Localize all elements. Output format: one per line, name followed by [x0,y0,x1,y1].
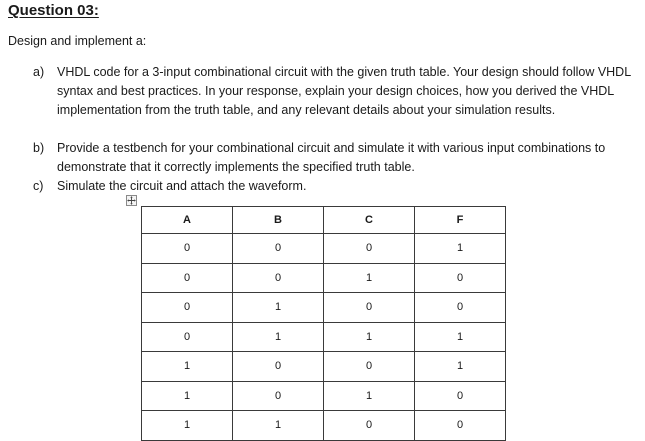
table-row [142,234,506,264]
table-cell: 1 [415,352,506,382]
table-cell: 1 [324,322,415,352]
table-cell: 0 [415,263,506,293]
table-row [142,352,506,382]
table-cell: 0 [415,381,506,411]
table-row [142,293,506,323]
table-cell: 0 [324,293,415,323]
table-cell: 1 [142,381,233,411]
list-marker: b) [33,141,45,155]
list-item-text: VHDL code for a 3-input combinational circuit with the given truth table. Your design should follow VHDL syntax and best practices. In your response, explain your design choices, how you derived the VHDL implementation from the truth table, and any relevant details about your simulation results. [57,65,631,117]
intro-text: Design and implement a: [8,34,147,48]
table-row [142,322,506,352]
table-cell: 0 [142,263,233,293]
table-cell: 1 [233,411,324,441]
column-header-f: F [415,207,506,234]
table-row [142,411,506,441]
table-cell: 0 [142,234,233,264]
table-header-row [142,207,506,234]
table-cell: 1 [233,322,324,352]
list-marker: c) [33,179,44,193]
table-cell: 0 [233,352,324,382]
table-cell: 0 [415,293,506,323]
table-cell: 1 [324,263,415,293]
list-item-a [33,63,637,120]
table-cell: 0 [142,322,233,352]
column-header-a: A [142,207,233,234]
column-header-c: C [324,207,415,234]
table-cell: 1 [142,411,233,441]
table-cell: 1 [324,381,415,411]
table-cell: 0 [233,381,324,411]
table-cell: 1 [233,293,324,323]
column-header-b: B [233,207,324,234]
question-heading: Question 03: [8,2,99,19]
table-cell: 1 [142,352,233,382]
table-cell: 1 [415,234,506,264]
table-cell: 0 [233,263,324,293]
list-marker: a) [33,65,45,79]
list-item-c [33,177,637,196]
list-item-b [33,139,637,177]
table-cell: 0 [324,411,415,441]
table-row [142,381,506,411]
table-cell: 0 [324,352,415,382]
table-cell: 0 [142,293,233,323]
table-row [142,263,506,293]
move-arrows-icon[interactable] [126,195,137,206]
table-cell: 0 [324,234,415,264]
table-cell: 1 [415,322,506,352]
truth-table [141,206,506,441]
list-item-text: Simulate the circuit and attach the waveform. [57,179,307,193]
table-cell: 0 [233,234,324,264]
list-item-text: Provide a testbench for your combinational circuit and simulate it with various input combinations to demonstrate that it correctly implements the specified truth table. [57,141,606,174]
move-arrows-glyph [127,196,136,205]
table-cell: 0 [415,411,506,441]
